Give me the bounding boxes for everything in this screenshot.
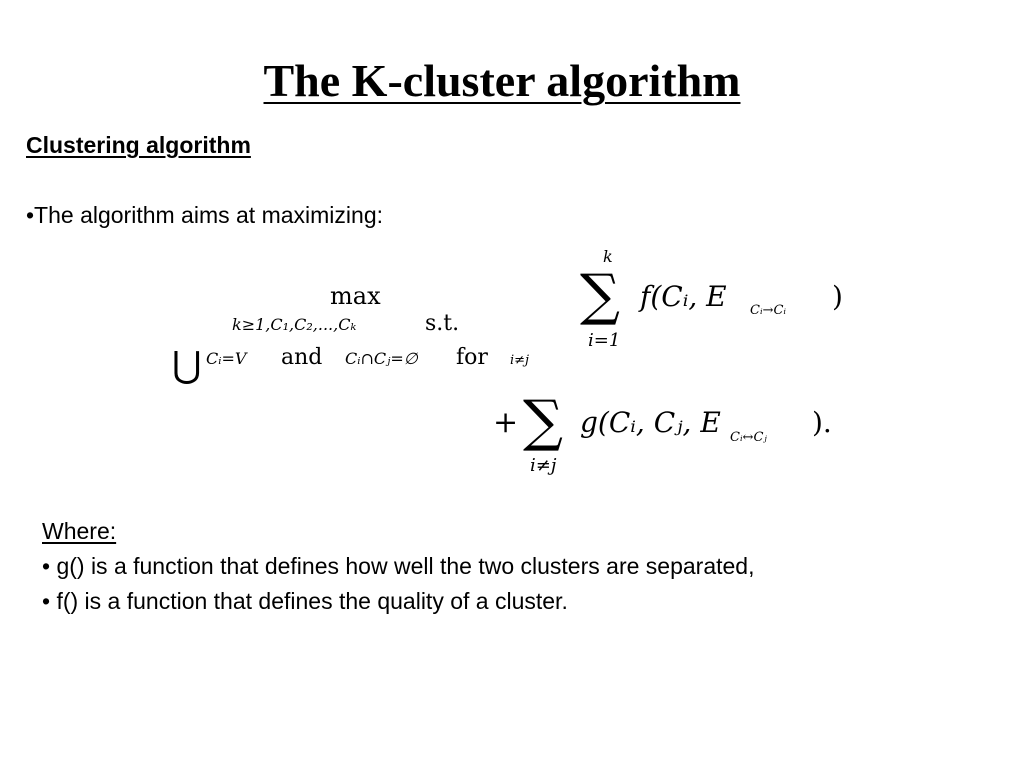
where-block (42, 514, 754, 619)
sum1-term: f(Cᵢ, E (640, 280, 727, 313)
sum2-term: g(Cᵢ, Cⱼ, E (580, 406, 721, 439)
where-label: Where: (42, 518, 117, 544)
sum1-symbol: ∑ (580, 263, 620, 328)
slide-title: The K-cluster algorithm (263, 55, 741, 106)
union-symbol: ⋃ (172, 345, 202, 386)
sum2-symbol: ∑ (523, 389, 563, 454)
bullet-g-function: • g() is a function that defines how well the two clusters are separated, (42, 553, 755, 579)
intersection-condition: Cᵢ∩Cⱼ=∅ (345, 349, 418, 368)
sum1-close: ) (832, 280, 843, 313)
for-subscript: i≠j (510, 353, 530, 368)
intro-bullet: •The algorithm aims at maximizing: (26, 202, 383, 228)
sum2-term-sub: Cᵢ↔Cⱼ (730, 430, 767, 445)
bullet-f-function: • f() is a function that defines the quality of a cluster. (42, 588, 568, 614)
sum1-term-sub: Cᵢ→Cᵢ (750, 303, 787, 318)
sum1-upper: k (603, 247, 613, 266)
union-condition: Cᵢ=V (206, 349, 247, 368)
and-label: and (281, 345, 323, 370)
sum1-lower: i=1 (588, 330, 621, 351)
sum2-lower: i≠j (530, 455, 557, 476)
max-label: max (330, 282, 381, 310)
sum2-close: ). (812, 406, 832, 439)
for-label: for (456, 345, 488, 370)
plus-sign: + (493, 405, 519, 440)
section-heading: Clustering algorithm (26, 132, 251, 158)
max-subscript: k≥1,C₁,C₂,...,Cₖ (232, 315, 357, 334)
st-label: s.t. (425, 311, 460, 336)
